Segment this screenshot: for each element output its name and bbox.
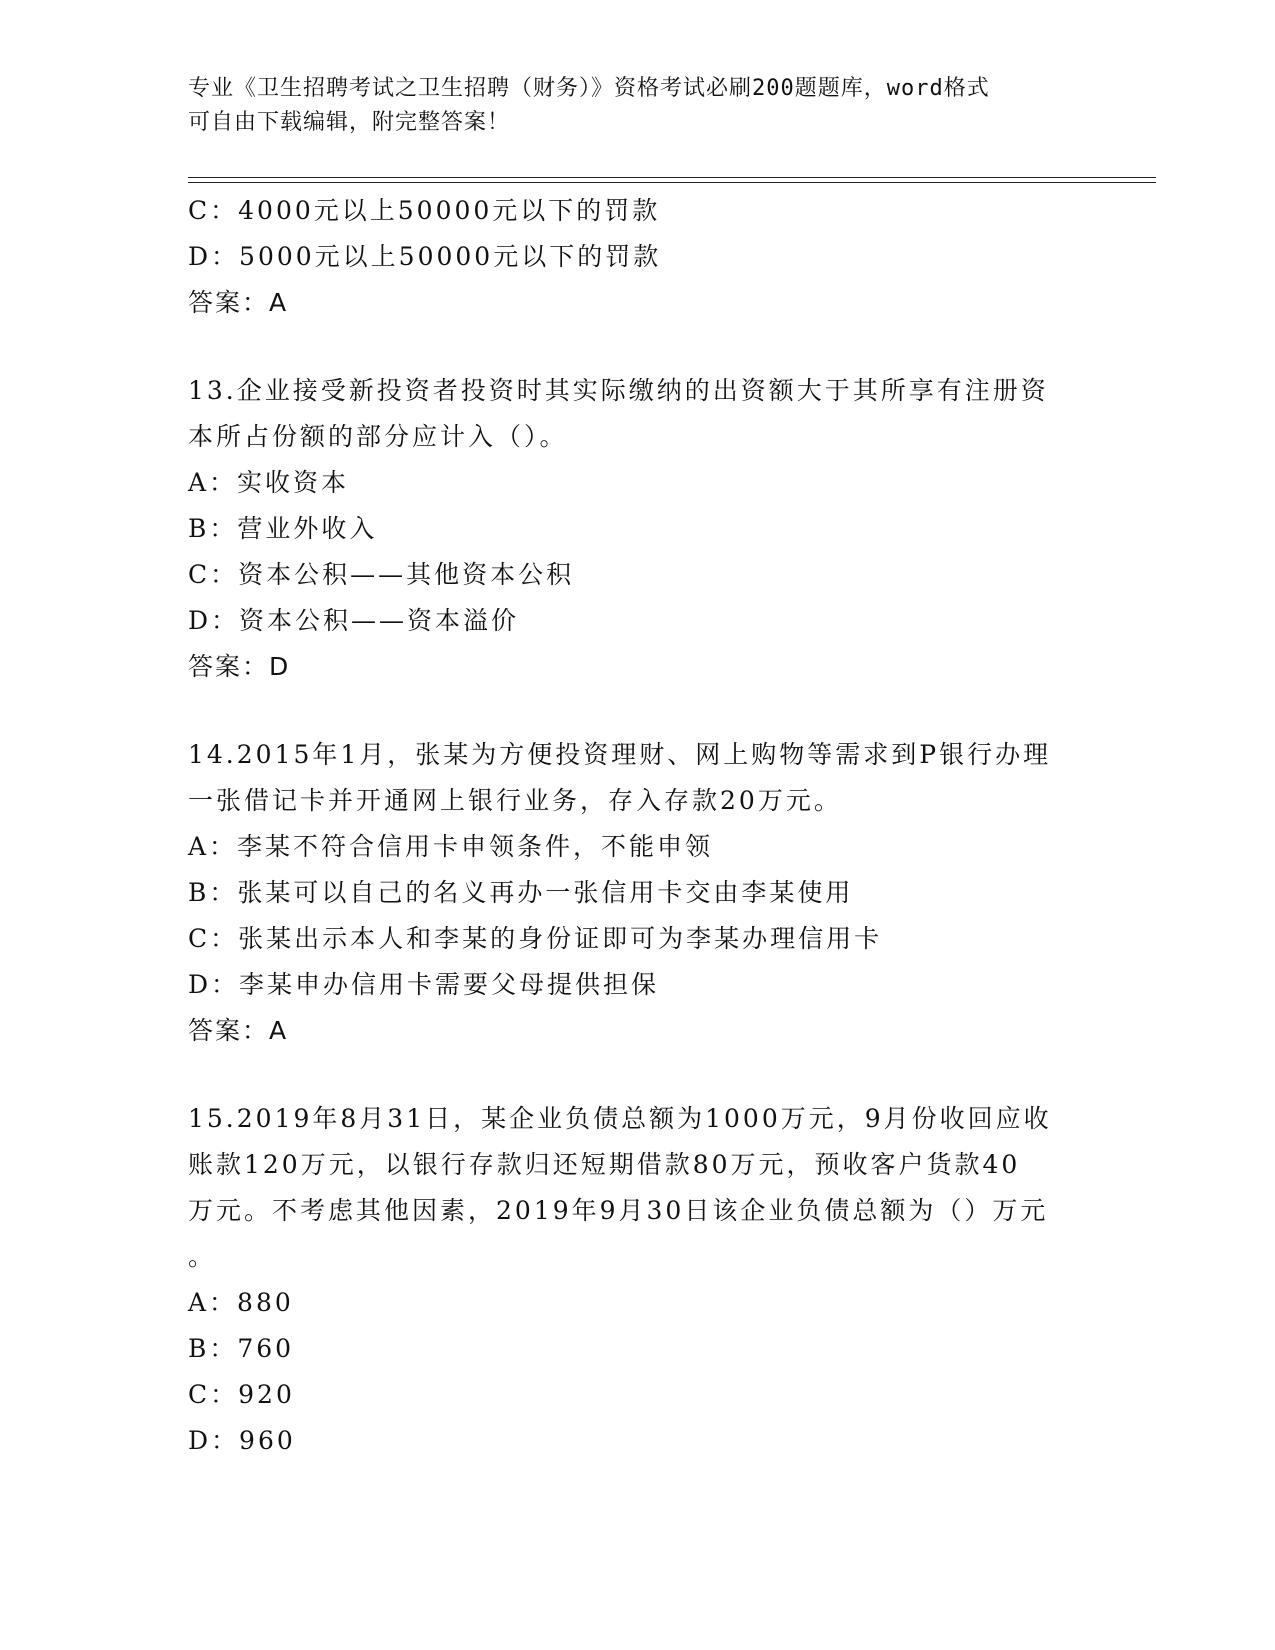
header-line-2: 可自由下载编辑，附完整答案！ xyxy=(188,110,511,135)
option-b: B：张某可以自己的名义再办一张信用卡交由李某使用 xyxy=(188,878,854,907)
question-text-line: 。 xyxy=(188,1242,217,1271)
option-c: C：张某出示本人和李某的身份证即可为李某办理信用卡 xyxy=(188,924,883,953)
question-15 xyxy=(188,1096,1088,1464)
question-text-line: 万元。不考虑其他因素，2019年9月30日该企业负债总额为（）万元 xyxy=(188,1196,1049,1225)
option-d: D：960 xyxy=(188,1426,296,1455)
header-line-1: 专业《卫生招聘考试之卫生招聘（财务）》资格考试必刷200题题库，word格式 xyxy=(188,76,990,101)
spacer xyxy=(188,326,1088,368)
document-body xyxy=(188,188,1088,1464)
answer-label: 答案：D xyxy=(188,652,291,681)
option-d: D：5000元以上50000元以下的罚款 xyxy=(188,242,662,271)
question-text-line: 一张借记卡并开通网上银行业务，存入存款20万元。 xyxy=(188,786,842,815)
option-b: B：760 xyxy=(188,1334,295,1363)
question-text-line: 13.企业接受新投资者投资时其实际缴纳的出资额大于其所享有注册资 xyxy=(188,376,1049,405)
document-header xyxy=(188,72,1088,140)
option-a: A：李某不符合信用卡申领条件，不能申领 xyxy=(188,832,714,861)
option-a: A：880 xyxy=(188,1288,294,1317)
header-double-rule xyxy=(188,177,1156,183)
answer-label: 答案：A xyxy=(188,288,289,317)
question-13 xyxy=(188,368,1088,690)
spacer xyxy=(188,690,1088,732)
question-text-line: 14.2015年1月，张某为方便投资理财、网上购物等需求到P银行办理 xyxy=(188,740,1052,769)
question-12-continued xyxy=(188,188,1088,326)
option-c: C：920 xyxy=(188,1380,295,1409)
option-c: C：资本公积——其他资本公积 xyxy=(188,560,575,589)
answer-label: 答案：A xyxy=(188,1016,289,1045)
question-text-line: 15.2019年8月31日，某企业负债总额为1000万元，9月份收回应收 xyxy=(188,1104,1052,1133)
option-d: D：李某申办信用卡需要父母提供担保 xyxy=(188,970,660,999)
question-14 xyxy=(188,732,1088,1054)
option-d: D：资本公积——资本溢价 xyxy=(188,606,520,635)
option-a: A：实收资本 xyxy=(188,468,350,497)
question-text-line: 本所占份额的部分应计入（）。 xyxy=(188,422,568,451)
option-c: C：4000元以上50000元以下的罚款 xyxy=(188,196,661,225)
question-text-line: 账款120万元，以银行存款归还短期借款80万元，预收客户货款40 xyxy=(188,1150,1021,1179)
spacer xyxy=(188,1054,1088,1096)
option-b: B：营业外收入 xyxy=(188,514,378,543)
